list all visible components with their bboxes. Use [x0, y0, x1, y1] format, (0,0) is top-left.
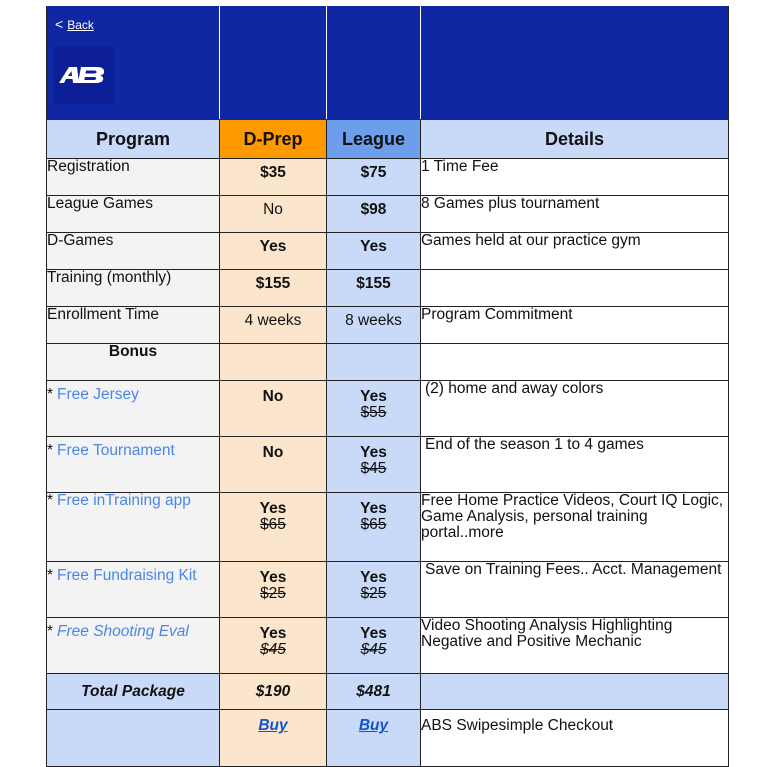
table-row: [47, 196, 729, 233]
league-value: $98: [327, 196, 421, 233]
dprep-value: Yes: [220, 233, 327, 270]
row-label: League Games: [47, 196, 220, 233]
dprep-value: 4 weeks: [220, 307, 327, 344]
total-details: [421, 674, 729, 710]
bonus-link[interactable]: Free inTraining app: [57, 492, 191, 509]
dprep-value: [220, 344, 327, 381]
banner-details: [421, 7, 729, 120]
row-label: D-Games: [47, 233, 220, 270]
bonus-label: * Free Jersey: [47, 381, 220, 437]
bonus-link[interactable]: Free Shooting Eval: [57, 623, 189, 640]
back-link-label[interactable]: Back: [67, 18, 94, 32]
details-value: [421, 381, 729, 437]
total-dprep: $190: [220, 674, 327, 710]
buy-league-button[interactable]: Buy: [358, 717, 389, 734]
row-label: Registration: [47, 159, 220, 196]
league-value: Yes: [327, 233, 421, 270]
pricing-table: [46, 6, 729, 767]
buy-dprep-cell: [220, 710, 327, 767]
table-row: [47, 618, 729, 674]
league-status: Yes: [360, 500, 387, 517]
checkout-text: ABS Swipesimple Checkout: [421, 710, 729, 767]
details-value: 1 Time Fee: [421, 159, 729, 196]
dprep-value: No: [220, 196, 327, 233]
league-price: $45: [360, 641, 387, 658]
banner-dprep: [220, 7, 327, 120]
table-row: [47, 307, 729, 344]
dprep-value: [220, 493, 327, 562]
league-status: Yes: [360, 444, 387, 461]
banner-left: [47, 7, 220, 120]
bonus-title: Bonus: [47, 344, 220, 381]
total-row: [47, 674, 729, 710]
league-value: [327, 618, 421, 674]
table-row: [47, 493, 729, 562]
details-value: 8 Games plus tournament: [421, 196, 729, 233]
details-value: Games held at our practice gym: [421, 233, 729, 270]
league-price: $55: [360, 404, 387, 421]
dprep-status: Yes: [259, 500, 287, 517]
details-text: End of the season 1 to 4 games: [425, 436, 644, 453]
dprep-value: [220, 437, 327, 493]
bonus-header-row: [47, 344, 729, 381]
back-chevron-icon: <: [55, 16, 64, 32]
buy-row: [47, 710, 729, 767]
back-link[interactable]: [55, 16, 219, 33]
details-text: Save on Training Fees.. Acct. Management: [425, 561, 722, 578]
banner-row: [47, 7, 729, 120]
dprep-status: Yes: [259, 569, 287, 586]
total-league: $481: [327, 674, 421, 710]
league-status: Yes: [360, 569, 387, 586]
league-value: [327, 562, 421, 618]
league-price: $25: [360, 585, 387, 602]
buy-label: [47, 710, 220, 767]
dprep-value: [220, 562, 327, 618]
header-dprep: D-Prep: [220, 120, 327, 159]
details-value: [421, 437, 729, 493]
details-value: [421, 344, 729, 381]
header-details: Details: [421, 120, 729, 159]
dprep-value: $35: [220, 159, 327, 196]
header-program: Program: [47, 120, 220, 159]
details-value: Free Home Practice Videos, Court IQ Logic, Game Analysis, personal training portal..more: [421, 493, 729, 562]
table-row: [47, 159, 729, 196]
league-value: $155: [327, 270, 421, 307]
league-status: Yes: [360, 388, 387, 405]
bonus-label: * Free Tournament: [47, 437, 220, 493]
dprep-price: $65: [260, 516, 286, 533]
banner-league: [327, 7, 421, 120]
league-value: 8 weeks: [327, 307, 421, 344]
details-text: (2) home and away colors: [425, 380, 604, 397]
dprep-price: $25: [260, 585, 286, 602]
table-row: [47, 562, 729, 618]
dprep-value: [220, 381, 327, 437]
table-row: [47, 270, 729, 307]
dprep-value: $155: [220, 270, 327, 307]
bonus-link[interactable]: Free Fundraising Kit: [57, 567, 197, 584]
league-status: Yes: [360, 625, 387, 642]
league-value: [327, 437, 421, 493]
header-league: League: [327, 120, 421, 159]
bonus-label: * Free inTraining app: [47, 493, 220, 562]
column-header-row: [47, 120, 729, 159]
league-value: [327, 344, 421, 381]
bonus-label: * Free Fundraising Kit: [47, 562, 220, 618]
dprep-value: [220, 618, 327, 674]
league-value: [327, 493, 421, 562]
dprep-status: No: [262, 444, 284, 461]
total-label: Total Package: [47, 674, 220, 710]
buy-dprep-button[interactable]: Buy: [258, 717, 288, 734]
dprep-status: Yes: [259, 625, 287, 642]
buy-league-cell: [327, 710, 421, 767]
row-label: Enrollment Time: [47, 307, 220, 344]
league-price: $45: [360, 460, 387, 477]
details-value: Video Shooting Analysis Highlighting Negative and Positive Mechanic: [421, 618, 729, 674]
table-row: [47, 233, 729, 270]
league-value: $75: [327, 159, 421, 196]
bonus-label: * Free Shooting Eval: [47, 618, 220, 674]
table-row: [47, 437, 729, 493]
bonus-link[interactable]: Free Tournament: [57, 442, 175, 459]
row-label: Training (monthly): [47, 270, 220, 307]
dprep-status: No: [262, 388, 284, 405]
table-row: [47, 381, 729, 437]
ab-logo-icon: [54, 46, 114, 104]
details-value: Program Commitment: [421, 307, 729, 344]
dprep-price: $45: [260, 641, 286, 658]
league-price: $65: [360, 516, 387, 533]
league-value: [327, 381, 421, 437]
bonus-link[interactable]: Free Jersey: [57, 386, 139, 403]
details-value: [421, 270, 729, 307]
details-value: [421, 562, 729, 618]
